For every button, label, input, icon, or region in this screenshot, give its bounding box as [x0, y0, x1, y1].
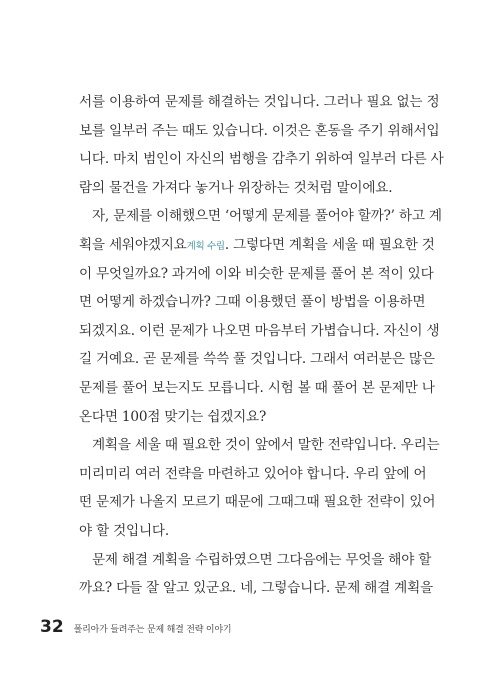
text-line: 길 거예요. 곧 문제를 쓱쓱 풀 것입니다. 그래서 여러분은 많은 [79, 351, 435, 368]
text-line: 미리미리 여러 전략을 마련하고 있어야 합니다. 우리 앞에 어 [79, 465, 427, 482]
text-line: 되겠지요. 이런 문제가 나오면 마음부터 가볍습니다. 자신이 생 [79, 322, 440, 339]
text-line: 이 무엇일까요? 과거에 이와 비슷한 문제를 풀어 본 적이 있다 [79, 265, 434, 282]
text-line: 야 할 것입니다. [79, 522, 169, 539]
page-number: 32 [40, 617, 64, 637]
text-line-with-note [79, 231, 435, 260]
page-footer [40, 617, 231, 637]
text-line: 온다면 100점 맞기는 쉽겠지요? [79, 408, 267, 425]
text-line: 람의 물건을 가져다 놓거나 위장하는 것처럼 말이에요. [79, 179, 393, 196]
margin-note: 계획 수립 [186, 240, 225, 252]
text-line: 문제 해결 계획을 수립하였으면 그다음에는 무엇을 해야 할 [92, 551, 432, 568]
text-line: 문제를 풀어 보는지도 모릅니다. 시험 볼 때 풀어 본 문제만 나 [79, 379, 435, 396]
text-line: 서를 이용하여 문제를 해결하는 것입니다. 그러나 필요 없는 정 [79, 94, 440, 110]
text-line: 보를 일부러 주는 때도 있습니다. 이것은 혼동을 주기 위해서입 [79, 122, 440, 139]
text-fragment: . 그렇다면 계획을 세울 때 필요한 것 [224, 236, 435, 253]
running-title: 폴리아가 들려주는 문제 해결 전략 이야기 [73, 625, 232, 635]
text-line: 계획을 세울 때 필요한 것이 앞에서 말한 전략입니다. 우리는 [92, 437, 440, 454]
text-line: 떤 문제가 나올지 모르기 때문에 그때그때 필요한 전략이 있어 [79, 494, 436, 511]
text-line: 자, 문제를 이해했으면 ‘어떻게 문제를 풀어야 할까?’ 하고 계 [92, 208, 442, 225]
text-line: 니다. 마치 범인이 자신의 범행을 감추기 위하여 일부러 다른 사 [79, 151, 444, 168]
body-text [79, 88, 444, 603]
text-fragment: 획을 세워야겠지요 [79, 236, 187, 253]
text-line: 면 어떻게 하겠습니까? 그때 이용했던 풀이 방법을 이용하면 [79, 294, 426, 311]
text-line: 까요? 다들 잘 알고 있군요. 네, 그렇습니다. 문제 해결 계획을 [79, 580, 433, 597]
